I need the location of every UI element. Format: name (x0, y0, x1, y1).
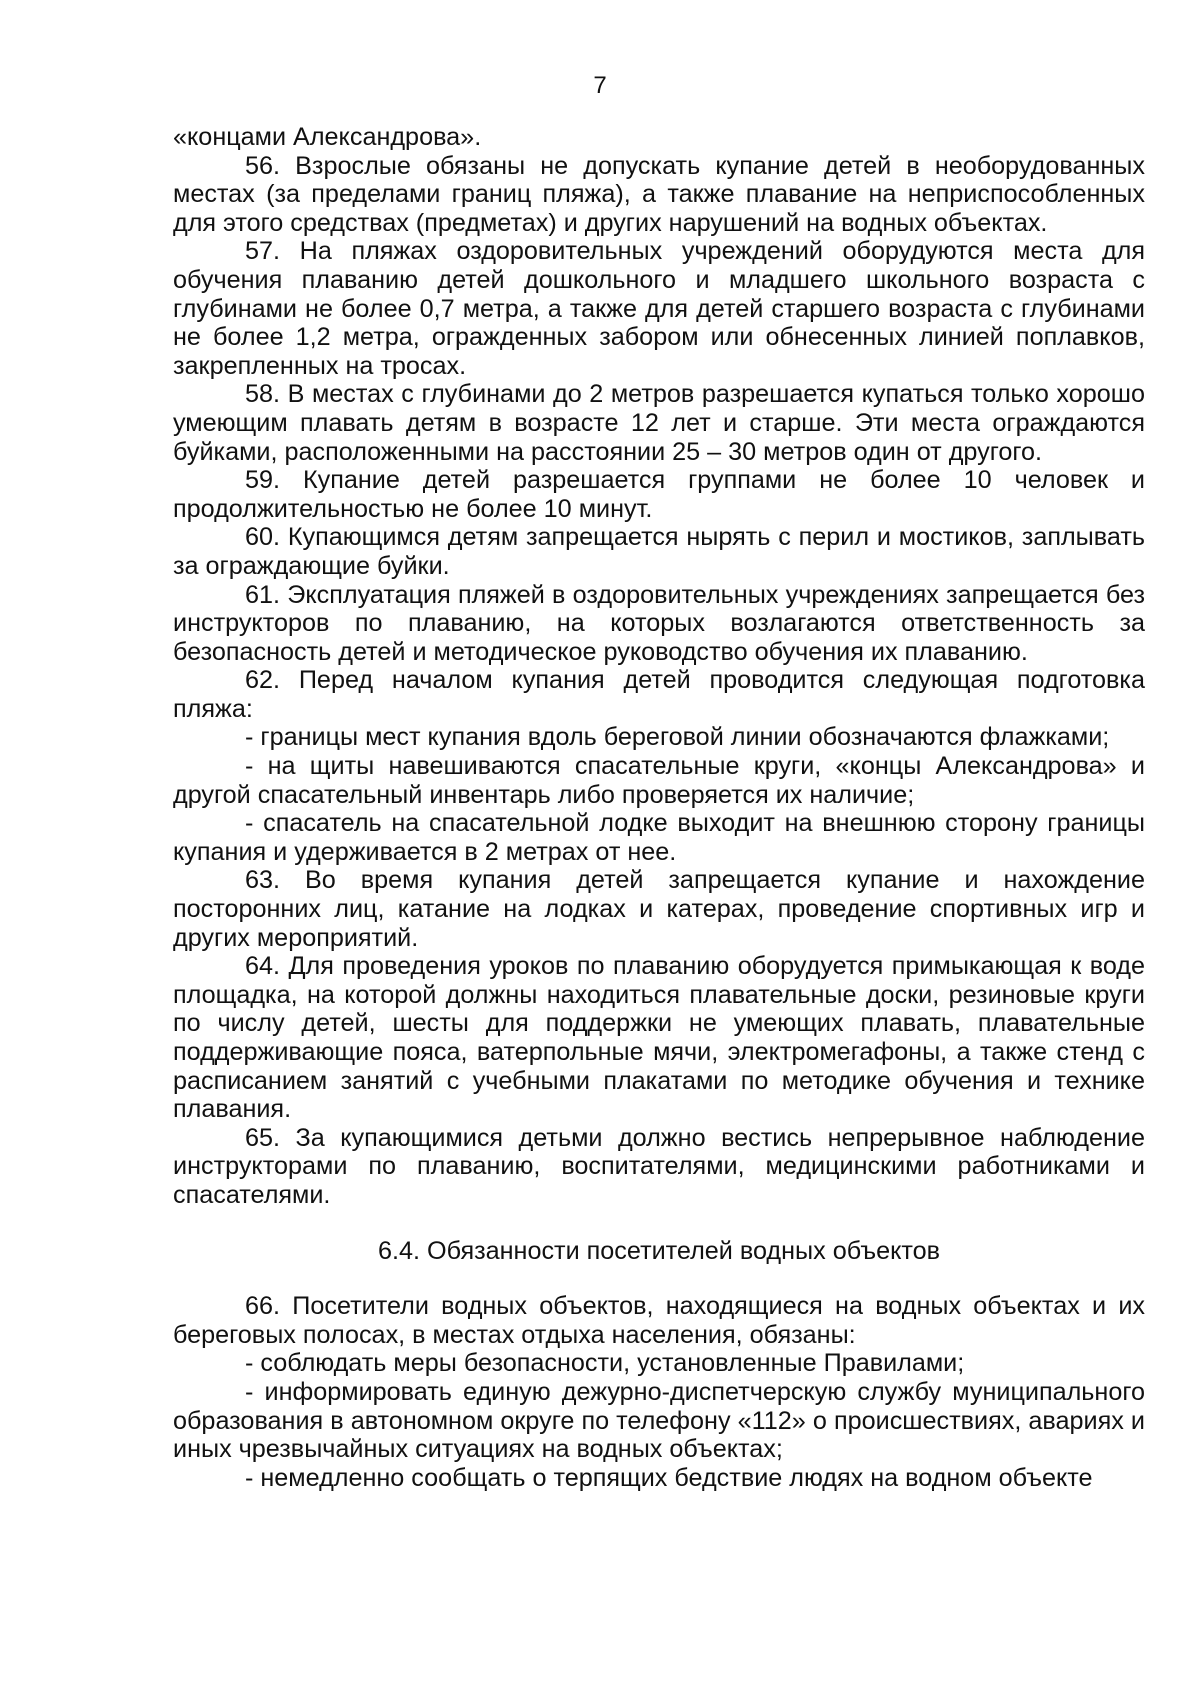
list-item: - границы мест купания вдоль береговой линии обозначаются флажками; (245, 723, 1110, 752)
paragraph: 64. Для проведения уроков по плаванию оборудуется примыкающая к воде площадка, на которой должны находиться плавательные доски, резиновые круги по числу детей, шесты для поддержки не умеющих плавать, плавательные поддерживающие пояса, ватерпольные мячи, электромегафоны, а также стенд с расписанием занятий с учебными плакатами по методике обучения и технике плавания. (173, 952, 1145, 1124)
paragraph: 61. Эксплуатация пляжей в оздоровительных учреждениях запрещается без инструкторов по плаванию, на которых возлагаются ответственность за безопасность детей и методическое руководство обучения их плаванию. (173, 580, 1145, 666)
list-item: - немедленно сообщать о терпящих бедствие людях на водном объекте (245, 1463, 1093, 1492)
paragraph: 62. Перед началом купания детей проводится следующая подготовка пляжа: (173, 666, 1145, 723)
list-item: - на щиты навешиваются спасательные круги, «концы Александрова» и другой спасательный инвентарь либо проверяется их наличие; (173, 752, 1145, 809)
paragraph: 66. Посетители водных объектов, находящиеся на водных объектах и их береговых полосах, в местах отдыха населения, обязаны: (173, 1292, 1145, 1349)
paragraph: «концами Александрова». (173, 123, 482, 151)
list-item: - спасатель на спасательной лодке выходит на внешнюю сторону границы купания и удерживается в 2 метрах от нее. (173, 809, 1145, 866)
document-body (173, 123, 1145, 1492)
paragraph: 60. Купающимся детям запрещается нырять с перил и мостиков, заплывать за ограждающие буйки. (173, 523, 1145, 580)
paragraph: 63. Во время купания детей запрещается купание и нахождение посторонних лиц, катание на лодках и катерах, проведение спортивных игр и других мероприятий. (173, 866, 1145, 952)
paragraph: 58. В местах с глубинами до 2 метров разрешается купаться только хорошо умеющим плавать детям в возрасте 12 лет и старше. Эти места ограждаются буйками, расположенными на расстоянии 25 – 30 метров один от другого. (173, 380, 1145, 466)
paragraphs-top (173, 123, 1145, 1210)
section-heading: 6.4. Обязанности посетителей водных объектов (377, 1236, 941, 1265)
paragraph: 57. На пляжах оздоровительных учреждений оборудуются места для обучения плаванию детей дошкольного и младшего школьного возраста с глубинами не более 0,7 метра, а также для детей старшего возраста с глубинами не более 1,2 метра, огражденных забором или обнесенных линией поплавков, закрепленных на тросах. (173, 237, 1145, 380)
list-item: - информировать единую дежурно-диспетчерскую службу муниципального образования в автономном округе по телефону «112» о происшествиях, авариях и иных чрезвычайных ситуациях на водных объектах; (173, 1377, 1145, 1464)
paragraphs-bottom (173, 1292, 1145, 1492)
list-item: - соблюдать меры безопасности, установленные Правилами; (245, 1349, 965, 1378)
paragraph: 65. За купающимися детьми должно вестись непрерывное наблюдение инструкторами по плаванию, воспитателями, медицинскими работниками и спасателями. (173, 1123, 1145, 1209)
page-number: 7 (593, 72, 607, 99)
paragraph: 56. Взрослые обязаны не допускать купание детей в необорудованных местах (за пределами границ пляжа), а также плавание на неприспособленных для этого средствах (предметах) и других нарушений на водных объектах. (173, 151, 1145, 237)
paragraph: 59. Купание детей разрешается группами не более 10 человек и продолжительностью не более 10 минут. (173, 466, 1145, 523)
